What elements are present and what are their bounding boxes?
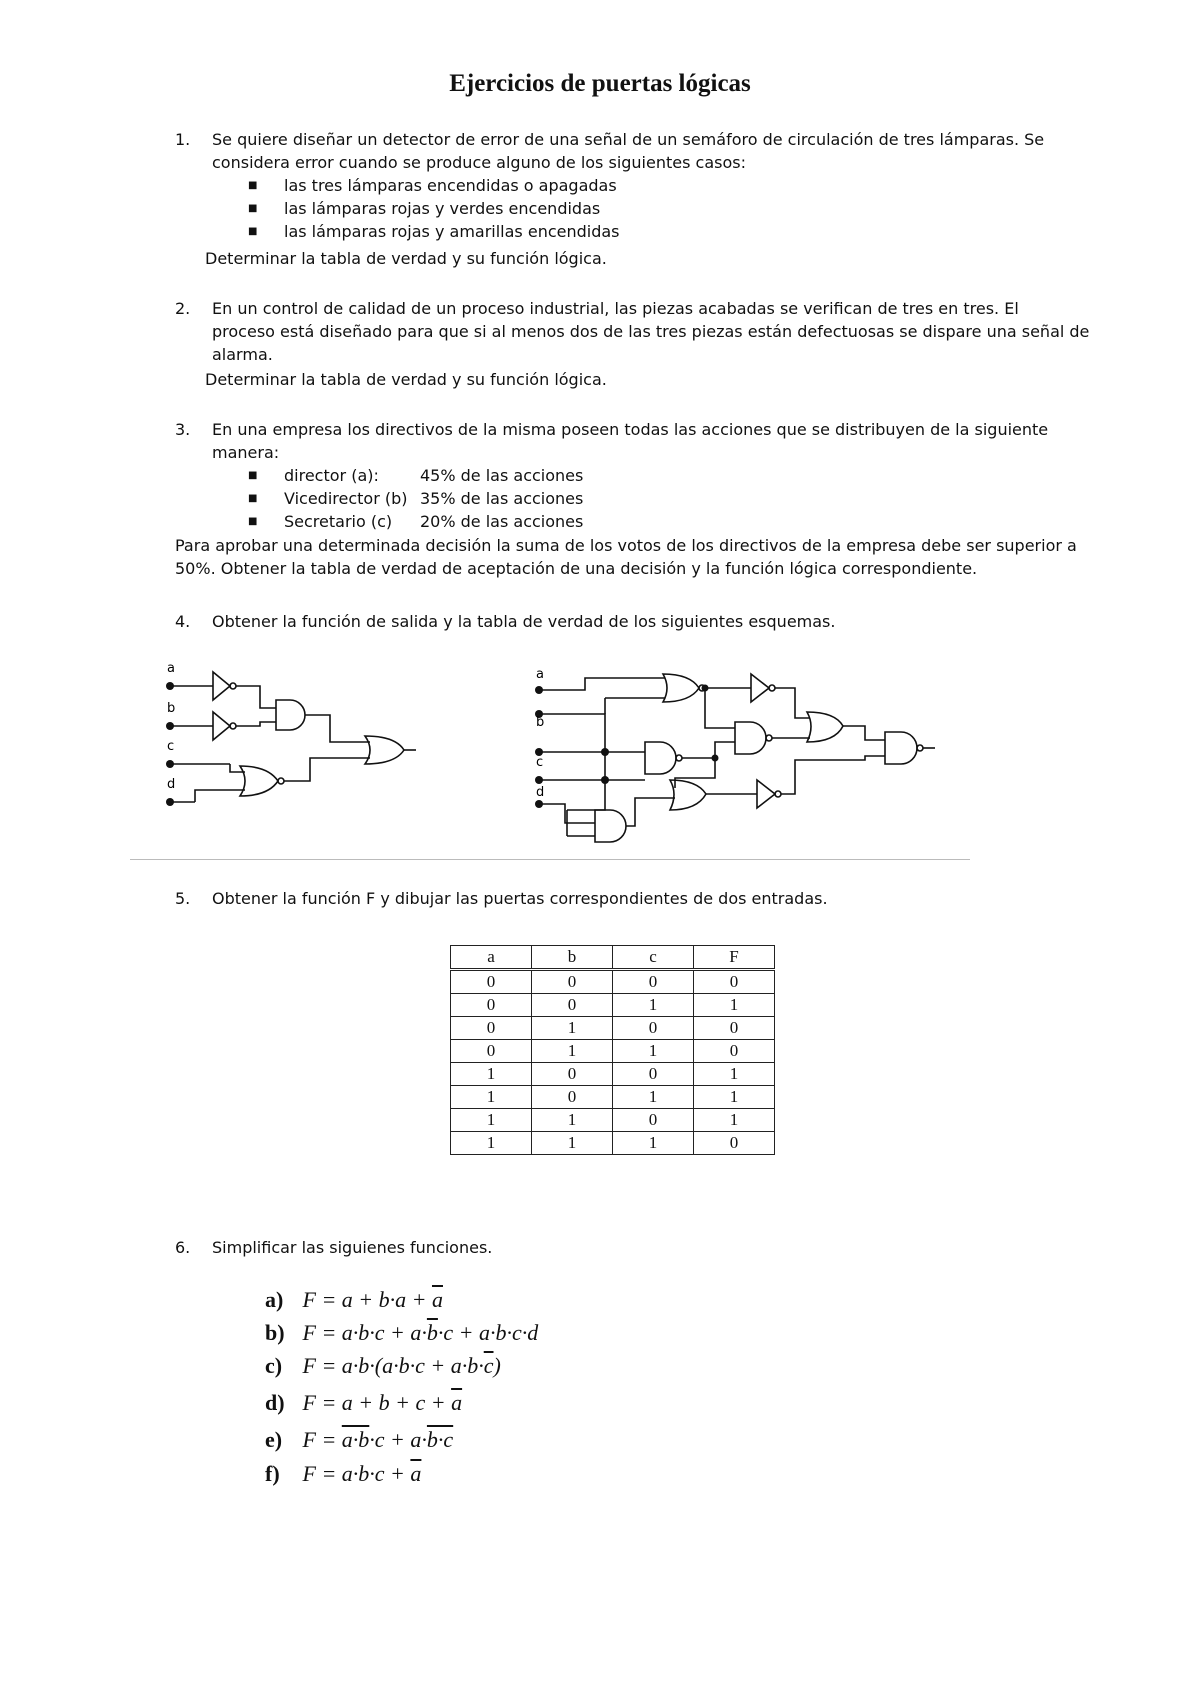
circuit-2-input-b: b [536, 715, 545, 730]
circuit-1-input-d: d [167, 777, 176, 792]
exercise-3-number: 3. [175, 420, 191, 439]
logic-circuit-1 [150, 650, 420, 820]
circuit-2-input-d: d [536, 785, 545, 800]
exercise-5-number: 5. [175, 889, 191, 908]
section-divider [130, 859, 970, 860]
equation-label-c: c) [265, 1353, 283, 1378]
table-cell: 1 [451, 1132, 532, 1155]
exercise-3-role-2: Vicedirector (b) [284, 489, 408, 508]
truth-table-header-a: a [451, 946, 532, 970]
table-cell: 0 [613, 1063, 694, 1086]
equation-label-f: f) [265, 1461, 280, 1486]
exercise-2-number: 2. [175, 299, 191, 318]
table-row [451, 1086, 775, 1109]
table-cell: 0 [451, 970, 532, 994]
table-cell: 0 [613, 1109, 694, 1132]
table-cell: 1 [451, 1109, 532, 1132]
table-cell: 1 [694, 1109, 775, 1132]
exercise-1-bullet-3: las lámparas rojas y amarillas encendidas [284, 222, 620, 241]
exercise-3-line-1: En una empresa los directivos de la misma poseen todas las acciones que se distribuyen de la siguiente [212, 420, 1049, 439]
table-cell: 1 [613, 1086, 694, 1109]
exercise-4-number: 4. [175, 612, 191, 631]
table-cell: 1 [613, 1040, 694, 1063]
bullet-icon: ■ [248, 203, 258, 214]
exercise-3-share-2: 35% de las acciones [420, 489, 584, 508]
equation-label-d: d) [265, 1390, 285, 1415]
table-cell: 0 [451, 994, 532, 1017]
table-cell: 1 [613, 994, 694, 1017]
bullet-icon: ■ [248, 226, 258, 237]
table-cell: 0 [694, 1017, 775, 1040]
exercise-4-text: Obtener la función de salida y la tabla de verdad de los siguientes esquemas. [212, 612, 836, 631]
table-cell: 1 [694, 994, 775, 1017]
truth-table-header-b: b [532, 946, 613, 970]
exercise-3-role-1: director (a): [284, 466, 379, 485]
exercise-1-task: Determinar la tabla de verdad y su función lógica. [205, 249, 607, 268]
equation-a: a) $F = a + b\cdot a + \overline{a}$ [265, 1287, 443, 1312]
table-row [451, 970, 775, 994]
table-row [451, 1040, 775, 1063]
circuit-1-input-c: c [167, 739, 175, 754]
exercise-3-role-3: Secretario (c) [284, 512, 393, 531]
circuit-1-input-a: a [167, 661, 175, 676]
table-cell: 0 [694, 970, 775, 994]
circuit-2-input-c: c [536, 755, 544, 770]
exercise-2-line-2: proceso está diseñado para que si al menos dos de las tres piezas están defectuosas se dispare una señal de [212, 322, 1090, 341]
truth-table [450, 945, 775, 1155]
circuit-2-input-a: a [536, 667, 544, 682]
exercise-1-bullet-1: las tres lámparas encendidas o apagadas [284, 176, 617, 195]
exercise-2-line-1: En un control de calidad de un proceso industrial, las piezas acabadas se verifican de tres en tres. El [212, 299, 1019, 318]
table-cell: 1 [451, 1086, 532, 1109]
equation-c: c) $F = a\cdot b\cdot(a\cdot b\cdot c + a\cdot b\cdot\overline{c})$ [265, 1353, 501, 1378]
bullet-icon: ■ [248, 493, 258, 504]
table-cell: 1 [451, 1063, 532, 1086]
exercise-1-line-1: Se quiere diseñar un detector de error de una señal de un semáforo de circulación de tres lámparas. Se [212, 130, 1045, 149]
circuit-1-input-b: b [167, 701, 176, 716]
truth-table-header-row [451, 946, 775, 970]
table-cell: 0 [613, 1017, 694, 1040]
table-cell: 1 [613, 1132, 694, 1155]
logic-circuit-2 [525, 660, 955, 850]
equation-b: b) $F = a\cdot b\cdot c + a\cdot\overline{b}\cdot c + a\cdot b\cdot c\cdot d$ [265, 1320, 539, 1345]
table-cell: 1 [532, 1017, 613, 1040]
truth-table-header-f: F [694, 946, 775, 970]
bullet-icon: ■ [248, 180, 258, 191]
page-title: Ejercicios de puertas lógicas [449, 70, 751, 97]
exercise-6-text: Simplificar las siguienes funciones. [212, 1238, 493, 1257]
table-cell: 0 [532, 1086, 613, 1109]
equation-label-e: e) [265, 1427, 283, 1452]
exercise-3-share-1: 45% de las acciones [420, 466, 584, 485]
table-cell: 0 [451, 1017, 532, 1040]
truth-table-header-c: c [613, 946, 694, 970]
exercise-6-number: 6. [175, 1238, 191, 1257]
exercise-3-paragraph-line-2: 50%. Obtener la tabla de verdad de aceptación de una decisión y la función lógica correspondiente. [175, 559, 978, 578]
exercise-1-number: 1. [175, 130, 191, 149]
table-cell: 0 [532, 1063, 613, 1086]
table-cell: 0 [532, 970, 613, 994]
exercise-5-text: Obtener la función F y dibujar las puertas correspondientes de dos entradas. [212, 889, 828, 908]
exercise-2-line-3: alarma. [212, 345, 273, 364]
equation-label-a: a) [265, 1287, 284, 1312]
table-row [451, 994, 775, 1017]
table-cell: 1 [532, 1132, 613, 1155]
exercise-1-bullet-2: las lámparas rojas y verdes encendidas [284, 199, 601, 218]
exercise-2-task: Determinar la tabla de verdad y su función lógica. [205, 370, 607, 389]
table-row [451, 1063, 775, 1086]
table-cell: 0 [694, 1040, 775, 1063]
table-cell: 1 [694, 1063, 775, 1086]
exercise-3-line-2: manera: [212, 443, 280, 462]
table-cell: 0 [694, 1132, 775, 1155]
table-cell: 0 [532, 994, 613, 1017]
table-row [451, 1017, 775, 1040]
table-row [451, 1109, 775, 1132]
table-cell: 1 [532, 1109, 613, 1132]
exercise-3-paragraph-line-1: Para aprobar una determinada decisión la suma de los votos de los directivos de la empresa debe ser superior a [175, 536, 1077, 555]
exercise-1-line-2: considera error cuando se produce alguno de los siguientes casos: [212, 153, 746, 172]
equation-label-b: b) [265, 1320, 285, 1345]
equation-e: e) F = a·b·c + a·b·c [265, 1427, 454, 1452]
equation-f: f) $F = a\cdot b\cdot c + \overline{a}$ [265, 1461, 422, 1486]
table-cell: 1 [532, 1040, 613, 1063]
table-cell: 0 [613, 970, 694, 994]
table-cell: 0 [451, 1040, 532, 1063]
bullet-icon: ■ [248, 516, 258, 527]
exercise-3-share-3: 20% de las acciones [420, 512, 584, 531]
table-cell: 1 [694, 1086, 775, 1109]
bullet-icon: ■ [248, 470, 258, 481]
table-row [451, 1132, 775, 1155]
equation-d: d) $F = a + b + c + \overline{a}$ [265, 1390, 463, 1415]
